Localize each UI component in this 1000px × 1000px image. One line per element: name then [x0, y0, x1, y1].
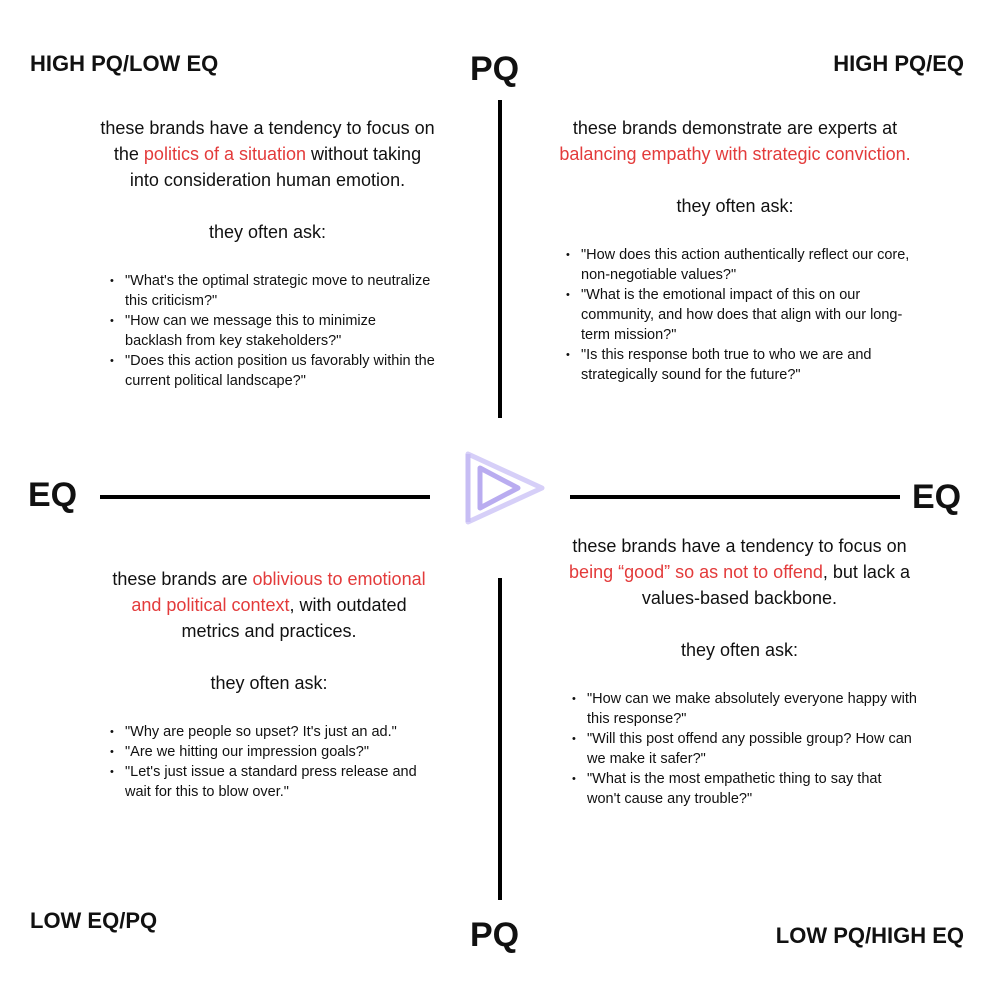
question-text: "Why are people so upset? It's just an ad.": [125, 724, 397, 740]
question-text: "Does this action position us favorably within the current political landscape?": [125, 353, 435, 389]
question-item: [110, 311, 435, 351]
quadrant-description: [555, 115, 915, 167]
quadrant-high-pq-eq: [555, 115, 915, 385]
question-list: [555, 245, 915, 385]
question-item: [572, 729, 917, 769]
quadrant-description: [100, 115, 435, 193]
corner-label-high-pq-low-eq: HIGH PQ/LOW EQ: [30, 51, 219, 76]
question-list: [562, 689, 917, 809]
eq-axis-label-right: EQ: [912, 478, 962, 516]
description-text: , with outdated metrics and practices.: [181, 595, 407, 641]
question-item: [110, 762, 438, 802]
pq-axis-label-bottom: PQ: [470, 916, 520, 954]
description-highlight: balancing empathy with strategic conviction.: [559, 144, 911, 164]
description-text: these brands are: [112, 569, 253, 589]
bullet-icon: •: [572, 773, 576, 785]
eq-axis-label-left: EQ: [28, 476, 78, 514]
question-item: [566, 345, 915, 385]
quadrant-high-pq-low-eq: [100, 115, 435, 391]
bullet-icon: •: [110, 355, 114, 367]
pq-axis-label-top: PQ: [470, 50, 520, 88]
they-often-ask-heading: they often ask:: [208, 222, 327, 242]
question-text: "What is the emotional impact of this on our community, and how does that align with our long-term mission?": [581, 287, 903, 343]
question-text: "Is this response both true to who we are and strategically sound for the future?": [581, 347, 872, 383]
corner-label-low-eq-pq: LOW EQ/PQ: [30, 908, 158, 933]
play-logo-icon: [462, 450, 548, 528]
question-item: [572, 769, 917, 809]
question-item: [566, 245, 915, 285]
question-text: "Are we hitting our impression goals?": [125, 744, 370, 760]
bullet-icon: •: [110, 746, 114, 758]
description-text: without taking into consideration human emotion.: [129, 144, 422, 190]
bullet-icon: •: [566, 349, 570, 361]
corner-label-low-pq-high-eq: LOW PQ/HIGH EQ: [775, 923, 964, 948]
quadrant-description: [100, 566, 438, 644]
description-highlight: politics of a situation: [143, 144, 307, 164]
description-text: these brands demonstrate are experts at: [572, 118, 898, 138]
quadrant-low-pq-high-eq: [562, 533, 917, 809]
question-item: [566, 285, 915, 345]
bullet-icon: •: [110, 726, 114, 738]
corner-label-high-pq-eq: HIGH PQ/EQ: [833, 51, 964, 76]
question-list: [100, 271, 435, 391]
bullet-icon: •: [110, 766, 114, 778]
question-list: [100, 722, 438, 802]
quadrant-low-eq-pq: [100, 566, 438, 802]
question-item: [110, 722, 438, 742]
bullet-icon: •: [572, 693, 576, 705]
bullet-icon: •: [110, 275, 114, 287]
question-text: "Let's just issue a standard press release and wait for this to blow over.": [125, 764, 417, 800]
bullet-icon: •: [572, 733, 576, 745]
bullet-icon: •: [110, 315, 114, 327]
description-text: these brands have a tendency to focus on: [572, 536, 907, 556]
question-text: "How can we message this to minimize backlash from key stakeholders?": [125, 313, 376, 349]
description-text: , but lack a values-based backbone.: [641, 562, 910, 608]
question-text: "What's the optimal strategic move to neutralize this criticism?": [125, 273, 431, 309]
question-text: "How does this action authentically reflect our core, non-negotiable values?": [581, 247, 910, 283]
question-text: "How can we make absolutely everyone happy with this response?": [587, 691, 917, 727]
they-often-ask-heading: they often ask:: [210, 673, 328, 693]
they-often-ask-heading: they often ask:: [680, 640, 799, 660]
question-item: [572, 689, 917, 729]
quadrant-description: [562, 533, 917, 611]
they-often-ask-heading: they often ask:: [676, 196, 794, 216]
description-highlight: oblivious to emotional and political context: [131, 569, 426, 615]
question-text: "Will this post offend any possible group? How can we make it safer?": [587, 731, 912, 767]
question-text: "What is the most empathetic thing to say that won't cause any trouble?": [587, 771, 882, 807]
question-item: [110, 742, 438, 762]
description-highlight: being “good” so as not to offend: [569, 562, 823, 582]
bullet-icon: •: [566, 289, 570, 301]
question-item: [110, 271, 435, 311]
description-text: these brands have a tendency to focus on the: [100, 118, 435, 164]
question-item: [110, 351, 435, 391]
bullet-icon: •: [566, 249, 570, 261]
